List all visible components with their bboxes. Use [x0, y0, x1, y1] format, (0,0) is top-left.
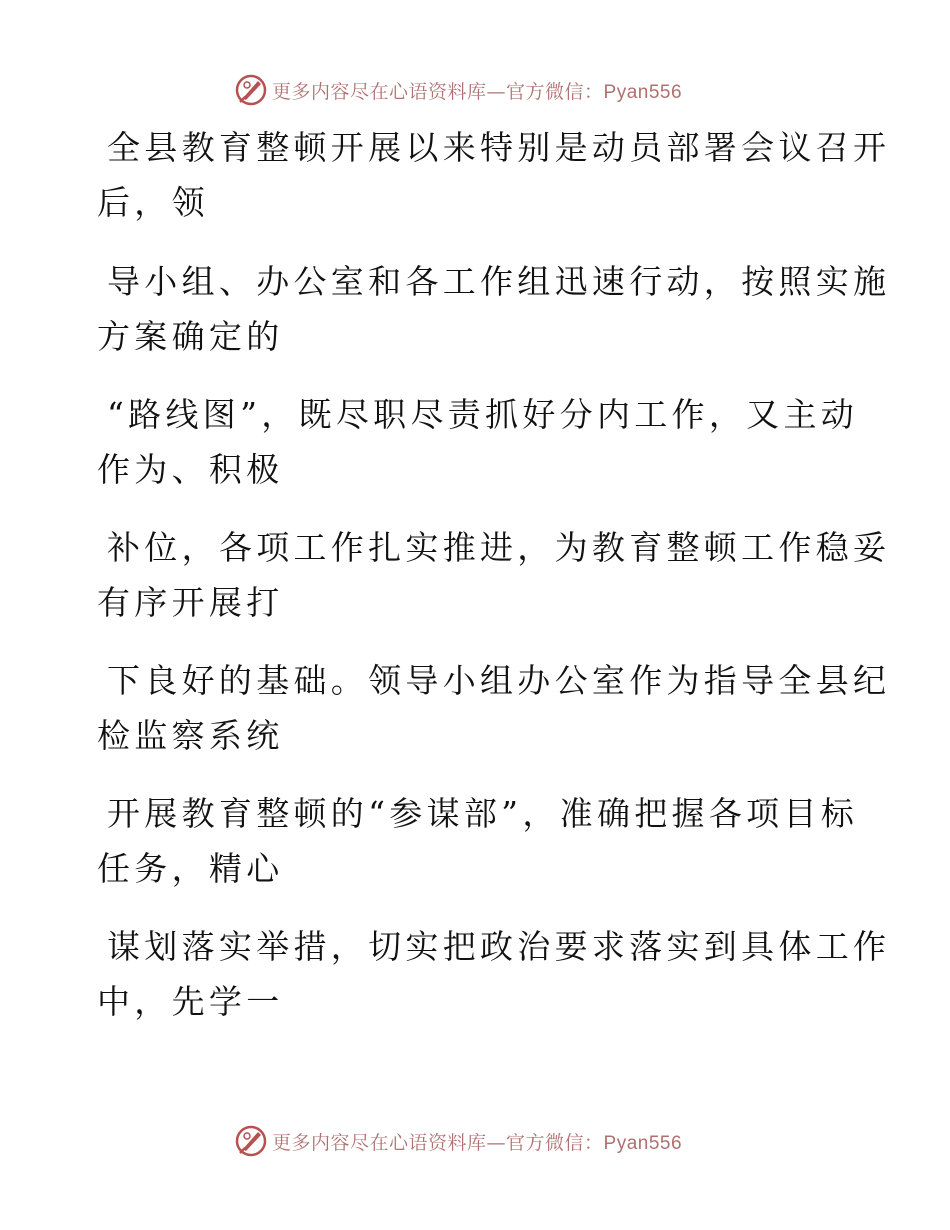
- quill-pen-logo-icon: [234, 1124, 268, 1158]
- watermark-dash: —: [486, 80, 507, 103]
- watermark-contact-label: 官方微信：: [506, 1131, 604, 1154]
- watermark-group: [234, 70, 682, 110]
- paragraph-line: 方案确定的: [97, 317, 284, 356]
- paragraph-line: 作为、积极: [97, 450, 284, 489]
- watermark-text: [272, 1128, 682, 1155]
- watermark-dash: —: [486, 1131, 507, 1154]
- paragraph-line: 全县教育整顿开展以来特别是动员部署会议召开: [107, 128, 891, 167]
- watermark-brand: 更多内容尽在心语资料库: [272, 1131, 487, 1154]
- paragraph-line: 检监察系统: [97, 716, 284, 755]
- watermark-group: [234, 1121, 682, 1161]
- watermark-contact-id: Pyan556: [603, 1132, 683, 1154]
- watermark-text: [272, 77, 682, 104]
- paragraph-line: 下良好的基础。领导小组办公室作为指导全县纪: [107, 661, 891, 700]
- watermark-brand: 更多内容尽在心语资料库: [272, 80, 487, 103]
- paragraph-line: 中，先学一: [97, 982, 284, 1021]
- paragraph-line: 补位，各项工作扎实推进，为教育整顿工作稳妥: [107, 528, 891, 567]
- paragraph-line: 后，领: [97, 183, 209, 222]
- header-watermark: [0, 70, 950, 110]
- paragraph-line: 任务，精心: [97, 849, 284, 888]
- footer-watermark: [0, 1121, 950, 1161]
- paragraph-line: 有序开展打: [97, 583, 284, 622]
- watermark-contact-id: Pyan556: [603, 81, 683, 103]
- watermark-contact-label: 官方微信：: [506, 80, 604, 103]
- paragraph-line: 导小组、办公室和各工作组迅速行动，按照实施: [107, 262, 891, 301]
- paragraph-line: 开展教育整顿的“参谋部”，准确把握各项目标: [107, 794, 859, 833]
- paragraph-line: “路线图”，既尽职尽责抓好分内工作，又主动: [107, 395, 859, 434]
- paragraph-line: 谋划落实举措，切实把政治要求落实到具体工作: [107, 927, 891, 966]
- quill-pen-logo-icon: [234, 73, 268, 107]
